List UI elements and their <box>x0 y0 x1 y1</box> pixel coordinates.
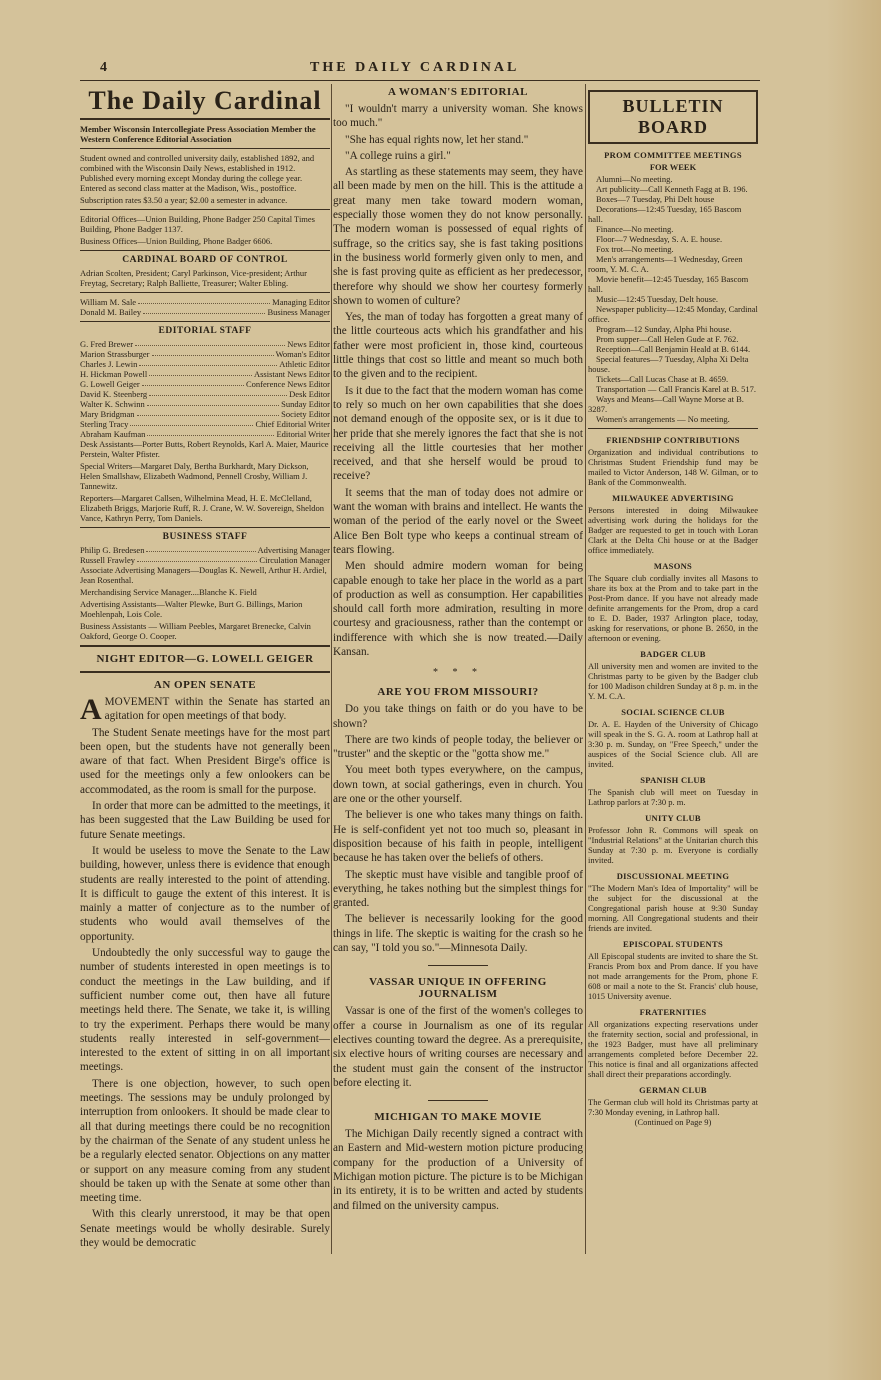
prom-item: Special features—7 Tuesday, Alpha Xi Delta house. <box>588 354 749 374</box>
notice-title: FRATERNITIES <box>639 1007 707 1017</box>
staff-row: H. Hickman Powell Assistant News Editor <box>80 369 330 379</box>
notice-text: The Spanish club will meet on Tuesday in Lathrop parlors at 7:30 p. m. <box>588 787 758 807</box>
vassar-headline: VASSAR UNIQUE IN OFFERING JOURNALISM <box>369 976 547 1001</box>
divider <box>80 148 330 149</box>
membership-note: Member Wisconsin Intercollegiate Press Association Member the Western Conference Editorial Association <box>80 124 316 144</box>
reporters: Reporters—Margaret Callsen, Wilhelmina Mead, H. E. McClelland, Elizabeth Briggs, Marjorie Ruff, R. J. Crane, W. W. Sovereign, Sheldon Vance, Kathryn Perry, Tom Daniels. <box>80 493 324 523</box>
prom-item: Ways and Means—Call Wayne Morse at B. 3287. <box>588 394 744 414</box>
notice-subtitle: FOR WEEK <box>649 162 697 172</box>
senate-paragraph: The Student Senate meetings have for the most part been open, but the students have not generally been aware of that fact. When President Birge's office is used for the meetings only a few onlookers can be accommodated, as the room is small for the purpose. <box>80 726 330 796</box>
article-paragraph: The Michigan Daily recently signed a contract with an Eastern and Mid-western motion picture producing company for the production of a University of Michigan motion picture. The picture is to be Michigan in its entirety, it is to be written and acted by students and filmed on the university campus. <box>333 1128 583 1212</box>
notice-title: SPANISH CLUB <box>640 775 706 785</box>
drop-cap: A <box>80 693 102 726</box>
column-one <box>80 84 330 1254</box>
notice-text: Professor John R. Commons will speak on "Industrial Relations" at the Unitarian church this Sunday at 7:30 p. m. Everyone is cordially invited. <box>588 825 758 865</box>
assoc-advertising: Associate Advertising Managers—Douglas K. Newell, Arthur H. Ardiel, Jean Rosenthal. <box>80 565 327 585</box>
prom-item: Program—12 Sunday, Alpha Phi house. <box>596 324 732 334</box>
notice-title: UNITY CLUB <box>645 813 701 823</box>
divider <box>588 428 758 429</box>
article-paragraph: Is it due to the fact that the modern woman has come to rely so much on her own capabilities that she does not demand enough of the opposite sex, or is it due to her pride that she merely ignores the fact that she is not receiving all the little courtesies that her mother received, and that she herself would be proud to receive? <box>333 384 583 483</box>
prom-item: Tickets—Call Lucas Chase at B. 4659. <box>596 374 729 384</box>
prom-item: Alumni—No meeting. <box>596 174 673 184</box>
staff-row: Charles J. Lewin Athletic Editor <box>80 359 330 369</box>
michigan-headline: MICHIGAN TO MAKE MOVIE <box>374 1111 542 1124</box>
about-note: Student owned and controlled university daily, established 1892, and combined with the Wisconsin Daily News, established in 1912. Published every morning except Monday during the college year. Entered as second class matter at the Madison, Wis., postoffice. <box>80 153 315 193</box>
staff-row: G. Fred Brewer News Editor <box>80 339 330 349</box>
prom-item: Movie benefit—12:45 Tuesday, 165 Bascom hall. <box>588 274 749 294</box>
article-paragraph: As startling as these statements may seem, they have all been made by men on the hill. This is the attitude a great many men take toward modern woman, especially those women they do not know personally. The modern woman is possessed of equal rights of suffrage, so the critics say, she is fast taking positions in the business world formerly given only to men, and she is fast proving quite as efficient as her predecessor, therefore why should we show her courtesy formerly shown to women of culture? <box>333 166 583 307</box>
notice-text: The Square club cordially invites all Masons to share its box at the Prom and to take part in the Post-Prom dance. If you have not already made definite arrangements for the Prom, drop a card to E. D. Bader, 1937 Arlington place, today, asking for reservations, or phone B. 2650, in the afternoon or evening. <box>588 573 758 643</box>
senate-paragraph: It would be useless to move the Senate to the Law building, however, unless there is evidence that enough students are really interested to the point of attending. It is difficult to gauge the extent of this interest. It is mainly a matter of conjecture as to the number of students who would avail themselves of the opportunity. <box>80 844 330 943</box>
short-rule <box>428 1100 488 1101</box>
column-three <box>588 84 758 1264</box>
article-paragraph: There are two kinds of people today, the believer or "truster" and the skeptic or the "gotta show me." <box>333 733 583 761</box>
notice-text: Organization and individual contributions to Christmas Student Friendship fund may be mailed to Victor Anderson, 148 W. Gilman, or to Bank of the Commonwealth. <box>588 447 758 487</box>
notice-title: DISCUSSIONAL MEETING <box>616 871 730 881</box>
prom-item: Finance—No meeting. <box>596 224 674 234</box>
advertising-assistants: Advertising Assistants—Walter Plewke, Burt G. Billings, Marion Moehlenpah, Lois Cole. <box>80 599 303 619</box>
prom-item: Transportation — Call Francis Karel at B. 517. <box>596 384 756 394</box>
prom-item: Reception—Call Benjamin Heald at B. 6144. <box>596 344 751 354</box>
page-header <box>100 60 800 82</box>
notice-text: All Episcopal students are invited to share the St. Francis Prom box and Prom dance. If you have not made arrangements for the Prom, phone F. 608 or mail a note to the St. Francis' club house, 1015 University avenue. <box>588 951 758 1001</box>
divider <box>80 671 330 673</box>
prom-item: Music—12:45 Tuesday, Delt house. <box>596 294 718 304</box>
senate-paragraph: AMOVEMENT within the Senate has started an agitation for open meetings of that body. <box>80 693 330 726</box>
notice-title: PROM COMMITTEE MEETINGS <box>604 150 742 160</box>
paper-name: THE DAILY CARDINAL <box>310 60 520 75</box>
womans-headline: A WOMAN'S EDITORIAL <box>388 86 528 98</box>
column-two <box>333 84 583 1264</box>
staff-row: Donald M. Bailey Business Manager <box>80 307 330 317</box>
notice-title: FRIENDSHIP CONTRIBUTIONS <box>606 435 740 445</box>
notice-text: "The Modern Man's Idea of Importality" will be the subject for the discussional at the Congregational parish house at 9:30 Sunday morning. All Congregational students and their friends are invited. <box>588 883 758 933</box>
notice-title: MILWAUKEE ADVERTISING <box>612 493 734 503</box>
nameplate: The Daily Cardinal <box>80 86 330 120</box>
business-assistants: Business Assistants — William Peebles, Margaret Brenecke, Calvin Oakford, George O. Cooper. <box>80 621 311 641</box>
short-rule <box>428 965 488 966</box>
divider <box>80 321 330 322</box>
article-paragraph: Yes, the man of today has forgotten a great many of the little courteous acts which his grandfather and his father were most proficient in, those kind, courteous little things that cost so little and meant so much both to the given and to the recipient. <box>333 311 583 381</box>
article-paragraph: Men should admire modern woman for being capable enough to take her place in the world as a part of production as well as consumption. Her capabilities should call forth more admiration, resulting in more courtesy and graciousness, rather than the contempt or indifference with which she is now treated.—Daily Kansan. <box>333 560 583 658</box>
article-paragraph: You meet both types everywhere, on the campus, down town, at social gatherings, even in church. You are one or the other yourself. <box>333 764 583 806</box>
article-paragraph: "I wouldn't marry a university woman. She knows too much." <box>333 103 583 130</box>
divider <box>80 292 330 293</box>
article-paragraph: "A college ruins a girl." <box>345 149 451 162</box>
staff-row: Marion Strassburger Woman's Editor <box>80 349 330 359</box>
prom-item: Art publicity—Call Kenneth Fagg at B. 196. <box>596 184 748 194</box>
merchandising: Merchandising Service Manager....Blanche K. Field <box>80 587 257 597</box>
divider <box>80 527 330 528</box>
business-staff-title: BUSINESS STAFF <box>162 532 248 542</box>
notice-title: MASONS <box>653 561 693 571</box>
page-number: 4 <box>100 60 107 75</box>
board-title: CARDINAL BOARD OF CONTROL <box>122 255 288 265</box>
senate-paragraph: In order that more can be admitted to the meetings, it has been suggested that the Law Building be used for future Senate meetings. <box>80 800 330 841</box>
prom-item: Men's arrangements—1 Wednesday, Green room, Y. M. C. A. <box>588 254 743 274</box>
senate-paragraph: There is one objection, however, to such open meetings. The sessions may be unduly prolonged by interruption from onlookers. It should be made clear to all that during meetings there could be no recognition by the chairman of the Senate of any student unless he be a regularly elected senator. Objections on any matter or support on any measure coming from any student should be taken up with the Senate at some other than meeting time. <box>80 1077 330 1205</box>
business-offices: Business Offices—Union Building, Phone Badger 6606. <box>80 236 273 246</box>
senate-paragraph: Undoubtedly the only successful way to gauge the number of students interested in open meetings is to conduct the meetings in the Law building, and if sufficient number come out, then have all future meetings held there. The Senate, we take it, is willing to try the experiment. Perhaps there would be many students really interested in self-government—interested to the extent of sitting in on all important meetings. <box>80 947 330 1074</box>
senate-paragraph: With this clearly unrerstood, it may be that open Senate meetings would be wholly desirable. Surely they would be democratic <box>80 1208 330 1249</box>
notice-title: SOCIAL SCIENCE CLUB <box>621 707 725 717</box>
header-rule <box>80 80 760 81</box>
board-members: Adrian Scolten, President; Caryl Parkinson, Vice-president; Arthur Freytag, Secretary; Ralph Balliette, Treasurer; Walter Ebling. <box>80 268 307 288</box>
bulletin-board-title: BULLETIN BOARD <box>588 90 758 144</box>
desk-assistants: Desk Assistants—Porter Butts, Robert Reynolds, Karl A. Maier, Maurice Perstein, Walter Pfister. <box>80 439 329 459</box>
column-rule <box>585 84 586 1254</box>
staff-row: Philip G. Bredesen Advertising Manager <box>80 545 330 555</box>
prom-item: Newspaper publicity—12:45 Monday, Cardinal office. <box>588 304 758 324</box>
article-paragraph: The believer is necessarily looking for the good things in life. The skeptic is waiting for the crash so he can say, "I told you so."—Minnesota Daily. <box>333 913 583 955</box>
notice-text: Dr. A. E. Hayden of the University of Chicago will speak in the S. G. A. room at Lathrop hall at 3:30 p. m. Sunday, on "Free Speech," under the auspices of the Social Science club. All are invited. <box>588 719 758 769</box>
notice-title: GERMAN CLUB <box>639 1085 707 1095</box>
staff-row: G. Lowell Geiger Conference News Editor <box>80 379 330 389</box>
prom-item: Prom supper—Call Helen Gude at F. 762. <box>596 334 739 344</box>
editorial-offices: Editorial Offices—Union Building, Phone Badger 250 Capital Times Building, Phone Badger 1137. <box>80 214 315 234</box>
divider <box>80 209 330 210</box>
senate-headline: AN OPEN SENATE <box>153 679 257 691</box>
notice-text: The German club will hold its Christmas party at 7:30 Monday evening, in Lathrop hall. <box>588 1097 758 1117</box>
staff-row: William M. Sale Managing Editor <box>80 297 330 307</box>
article-paragraph: "She has equal rights now, let her stand." <box>345 133 529 146</box>
article-paragraph: Do you take things on faith or do you have to be shown? <box>333 703 583 730</box>
staff-row: Mary Bridgman Society Editor <box>80 409 330 419</box>
divider <box>80 645 330 647</box>
editorial-staff-title: EDITORIAL STAFF <box>158 326 252 336</box>
missouri-headline: ARE YOU FROM MISSOURI? <box>377 686 539 699</box>
prom-item: Fox trot—No meeting. <box>596 244 674 254</box>
prom-item: Boxes—7 Tuesday, Phi Delt house <box>596 194 715 204</box>
night-editor: NIGHT EDITOR—G. LOWELL GEIGER <box>96 653 314 665</box>
column-rule <box>331 84 332 1254</box>
article-paragraph: It seems that the man of today does not admire or want the woman with brains and intellect. He wants the woman of the period of the early novel or the Sweet Alice Ben Bolt type who keeps a continual stream of tears flowing. <box>333 486 583 556</box>
staff-row: Abraham Kaufman Editorial Writer <box>80 429 330 439</box>
notice-text: All university men and women are invited to the Christmas party to be given by the Badger club for 100 Madison children Sunday at 8 p. m. in the Y. M. C.A. <box>588 661 758 701</box>
notice-text: All organizations expecting reservations under the fraternity section, social and professional, in the 1923 Badger, must have all preliminary arrangements completed before December 22. This notice is final and all organizations affected shall direct their preparations accordingly. <box>588 1019 758 1079</box>
continued-note: (Continued on Page 9) <box>634 1117 712 1127</box>
notice-title: EPISCOPAL STUDENTS <box>623 939 723 949</box>
subscription-note: Subscription rates $3.50 a year; $2.00 a semester in advance. <box>80 195 288 205</box>
notice-title: BADGER CLUB <box>640 649 706 659</box>
staff-row: Walter K. Schwinn Sunday Editor <box>80 399 330 409</box>
section-stars: * * * <box>433 667 483 679</box>
staff-row: Russell Frawley Circulation Manager <box>80 555 330 565</box>
prom-item: Decorations—12:45 Tuesday, 165 Bascom hall. <box>588 204 742 224</box>
notice-text: Persons interested in doing Milwaukee advertising work during the holidays for the Badger are requested to get in touch with Loran Clark at the Delta Chi house or at the Badger office immediately. <box>588 505 758 555</box>
prom-item: Floor—7 Wednesday, S. A. E. house. <box>596 234 723 244</box>
divider <box>80 250 330 251</box>
article-paragraph: Vassar is one of the first of the women's colleges to offer a course in Journalism as one of its regular electives counting toward the degree. As a prerequisite, six elective hours of writing courses are necessary and the student must gain the consent of the instructor before electing it. <box>333 1005 583 1089</box>
special-writers: Special Writers—Margaret Daly, Bertha Burkhardt, Mary Dickson, Helen Smallshaw, Elizabeth Wadmond, Pennell Crosby, William J. Tannewitz. <box>80 461 309 491</box>
prom-item: Women's arrangements — No meeting. <box>596 414 730 424</box>
staff-row: Sterling Tracy Chief Editorial Writer <box>80 419 330 429</box>
staff-row: David K. Steenberg Desk Editor <box>80 389 330 399</box>
article-paragraph: The skeptic must have visible and tangible proof of everything, he takes nothing but the simplest things for granted. <box>333 868 583 910</box>
article-paragraph: The believer is one who takes many things on faith. He is self-confident yet not too much so, pleasant in disposition because of his faith in people, intelligent because he has taken over the beliefs of others. <box>333 809 583 865</box>
